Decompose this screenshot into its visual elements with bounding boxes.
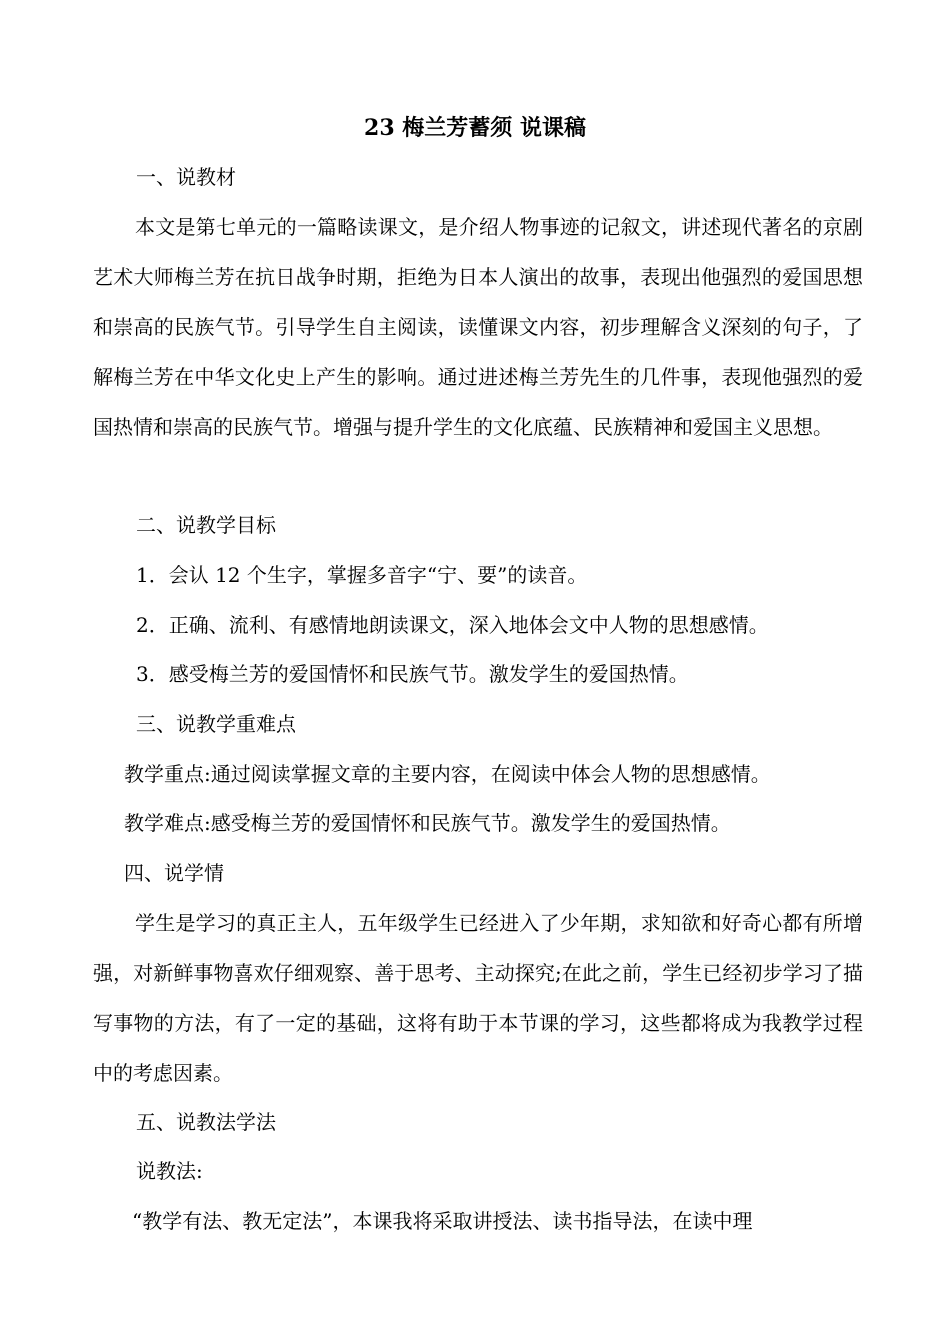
section-heading-students: 四、说学情 (124, 861, 224, 885)
subheading-teaching-method: 说教法: (136, 1159, 203, 1183)
section-heading-objectives: 二、说教学目标 (136, 513, 276, 537)
objective-item-2: 2．正确、流利、有感情地朗读课文，深入地体会文中人物的思想感情。 (136, 613, 769, 637)
objective-item-1: 1．会认 12 个生字，掌握多音字“宁、要”的读音。 (136, 563, 588, 587)
document-title: 23 梅兰芳蓄须 说课稿 (364, 115, 586, 141)
difficult-point-text: 教学难点:感受梅兰芳的爱国情怀和民族气节。激发学生的爱国热情。 (124, 811, 731, 835)
section-heading-textbook: 一、说教材 (136, 165, 236, 189)
section-heading-key-points: 三、说教学重难点 (136, 712, 296, 736)
paragraph-teaching-method: “教学有法、教无定法”，本课我将采取讲授法、读书指导法，在读中理 (132, 1209, 753, 1233)
paragraph-textbook: 本文是第七单元的一篇略读课文，是介绍人物事迹的记叙文，讲述现代著名的京剧艺术大师梅兰芳在抗日战争时期，拒绝为日本人演出的故事，表现出他强烈的爱国思想和崇高的民族气节。引导学生自主阅读，读懂课文内容，初步理解含义深刻的句子，了解梅兰芳在中华文化史上产生的影响。通过进述梅兰芳先生的几件事，表现他强烈的爱国热情和崇高的民族气节。增强与提升学生的文化底蕴、民族精神和爱国主义思想。 (93, 215, 863, 439)
key-point-text: 教学重点:通过阅读掌握文章的主要内容，在阅读中体会人物的思想感情。 (124, 762, 771, 786)
objective-item-3: 3．感受梅兰芳的爱国情怀和民族气节。激发学生的爱国热情。 (136, 662, 689, 686)
section-heading-methods: 五、说教法学法 (136, 1110, 276, 1134)
paragraph-students: 学生是学习的真正主人，五年级学生已经进入了少年期，求知欲和好奇心都有所增强，对新鲜事物喜欢仔细观察、善于思考、主动探究;在此之前，学生已经初步学习了描写事物的方法，有了一定的基础，这将有助于本节课的学习，这些都将成为我教学过程中的考虑因素。 (93, 911, 863, 1085)
